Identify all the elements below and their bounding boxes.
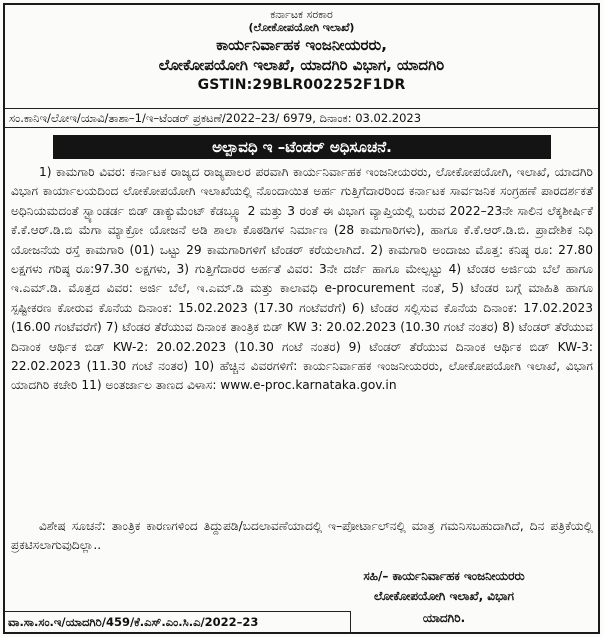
signature-line-1: ಸಹಿ/– ಕಾರ್ಯನಿರ್ವಾಹಕ ಇಂಜನೀಯರರು	[363, 569, 525, 583]
notice-frame	[3, 3, 600, 634]
signature-line-2: ಲೋಕೋಪಯೋಗಿ ಇಲಾಖೆ, ವಿಭಾಗ	[374, 589, 514, 603]
office-division: ಲೋಕೋಪಯೋಗಿ ಇಲಾಖೆ, ಯಾದಗಿರಿ ವಿಭಾಗ, ಯಾದಗಿರಿ	[158, 56, 445, 74]
office-title: ಕಾರ್ಯನಿರ್ವಾಹಕ ಇಂಜನೀಯರರು,	[216, 36, 387, 54]
notice-header	[5, 5, 598, 94]
notice-body-text: 1) ಕಾಮಗಾರಿ ವಿವರ: ಕರ್ನಾಟಕ ರಾಜ್ಯದ ರಾಜ್ಯಪಾಲರ ಪರವಾಗಿ ಕಾರ್ಯನಿರ್ವಾಹಕ ಇಂಜನೀಯರರು, ಲೋಕೋಪಯೋಗಿ, ಇಲಾಖೆ, ಯಾದಗಿರಿ ವಿಭಾಗ ಕಾರ್ಯಾಲಯದಿಂದ ಲೋಕೋಪಯೋಗಿ ಇಲಾಖೆಯಲ್ಲಿ ನೊಂದಾಯಿತ ಅರ್ಹ ಗುತ್ತಿಗೆದಾರರಿಂದ ಕರ್ನಾಟಕ ಸಾರ್ವಜನಿಕ ಸಂಗ್ರಹಣೆ ಪಾರದರ್ಶಕತೆ ಅಧಿನಿಯಮದಂತೆ ಸ್ಟ್ಯಾಂಡರ್ಡ ಬಿಡ್ ಡಾಕ್ಯುಮೆಂಟ್ ಕೆಡಬ್ಲ್ಯೂ 2 ಮತ್ತು 3 ರಂತೆ ಈ ವಿಭಾಗ ವ್ಯಾಪ್ತಿಯಲ್ಲಿ ಬರುವ 2022–23ನೇ ಸಾಲಿನ ಲೆಕ್ಕಶೀರ್ಷಿಕೆ ಕೆ.ಕೆ.ಆರ್.ಡಿ.ಬಿ ಮೆಗಾ ಮ್ಯಾಕ್ರೋ ಯೋಜನೆ ಅಡಿ ಶಾಲಾ ಕೊಠಡಿಗಳ ನಿರ್ಮಾಣ (28 ಕಾಮಗಾರಿಗಳು), ಹಾಗೂ ಕೆ.ಕೆ.ಆರ್.ಡಿ.ಬಿ. ಪ್ರಾದೇಶಿಕ ನಿಧಿ ಯೋಜನೆಯ ರಸ್ತೆ ಕಾಮಗಾರಿ (01) ಒಟ್ಟು 29 ಕಾಮಗಾರಿಗಳಿಗೆ ಟೆಂಡರ್ ಕರೆಯಲಾಗಿದೆ. 2) ಕಾಮಗಾರಿ ಅಂದಾಜು ಮೊತ್ತ: ಕನಿಷ್ಠ ರೂ: 27.80 ಲಕ್ಷಗಳು ಗರಿಷ್ಠ ರೂ:97.30 ಲಕ್ಷಗಳು, 3) ಗುತ್ತಿಗೆದಾರರ ಅರ್ಹತೆ ವಿವರ: 3ನೇ ದರ್ಜೆ ಹಾಗೂ ಮೇಲ್ಪಟ್ಟು 4) ಟೆಂಡರ ಅರ್ಜಿಯ ಬೆಲೆ ಹಾಗೂ ಇ.ಎಮ್.ಡಿ. ಮೊತ್ತದ ವಿವರ: ಅರ್ಜಿ ಬೆಲೆ, ಇ.ಎಮ್.ಡಿ ಮತ್ತು ಕಾಲಾವಧಿ e-procurement ನಂತೆ, 5) ಟೆಂಡರ ಬಗ್ಗೆ ಮಾಹಿತಿ ಹಾಗೂ ಸ್ಪಷ್ಟೀಕರಣ ಕೋರುವ ಕೊನೆಯ ದಿನಾಂಕ: 15.02.2023 (17.30 ಗಂಟೆವರೆಗೆ) 6) ಟೆಂಡರ ಸಲ್ಲಿಸುವ ಕೊನೆಯ ದಿನಾಂಕ: 17.02.2023 (16.00 ಗಂಟೆವರೆಗೆ) 7) ಟೆಂಡರ ತೆರೆಯುವ ದಿನಾಂಕ ತಾಂತ್ರಿಕ ಬಿಡ್ KW 3: 20.02.2023 (10.30 ಗಂಟೆ ನಂತರ) 8) ಟೆಂಡರ್ ತೆರೆಯುವ ದಿನಾಂಕ ಆರ್ಥಿಕ ಬಿಡ್ KW-2: 20.02.2023 (10.30 ಗಂಟೆ ನಂತರ) 9) ಟೆಂಡರ್ ತೆರೆಯುವ ದಿನಾಂಕ ಆರ್ಥಿಕ ಬಿಡ್ KW-3: 22.02.2023 (11.30 ಗಂಟೆ ನಂತರ) 10) ಹೆಚ್ಚಿನ ವಿವರಗಳಿಗೆ: ಕಾರ್ಯನಿರ್ವಾಹಕ ಇಂಜನೀಯರರು, ಲೋಕೋಪಯೋಗಿ ಇಲಾಖೆ, ವಿಭಾಗ ಯಾದಗಿರಿ ಕಚೇರಿ 11) ಅಂತರ್ಜಾಲ ತಾಣದ ವಿಳಾಸ: www.e-proc.karnataka.gov.in	[11, 165, 593, 393]
footer-release-code: ವಾ.ಸಾ.ಸಂ.ಇ/ಯಾದಗಿರಿ/459/ಕೆ.ಎಸ್.ಎಂ.ಸಿ.ಎ/2022–23	[5, 611, 351, 634]
special-note: ವಿಶೇಷ ಸೂಚನೆ: ತಾಂತ್ರಿಕ ಕಾರಣಗಳಿಂದ ತಿದ್ದುಪಡಿ/ಬದಲಾವಣೆಯಾದಲ್ಲಿ ಇ–ಪೋರ್ಟಾಲ್‌ನಲ್ಲಿ ಮಾತ್ರ ಗಮನಿಸಬಹುದಾಗಿದೆ, ದಿನ ಪತ್ರಿಕೆಯಲ್ಲಿ ಪ್ರಕಟಿಸಲಾಗುವುದಿಲ್ಲಾ..	[11, 519, 593, 553]
notice-title: ಅಲ್ಪಾವಧಿ ಇ –ಟೆಂಡರ್ ಅಧಿಸೂಚನೆ.	[53, 135, 551, 159]
signature-line-3: ಯಾದಗಿರಿ.	[422, 611, 466, 625]
reference-line: ಸಂ.ಕಾನಿಇ/ಲೋಇ/ಯಾವಿ/ತಾಶಾ–1/ಇ–ಟೆಂಡರ್ ಪ್ರಕಟಣೆ/2022–23/ 6979, ದಿನಾಂಕ: 03.02.2023	[5, 108, 598, 128]
government-name: ಕರ್ನಾಟಕ ಸರಕಾರ	[270, 8, 333, 21]
department-name: (ಲೋಕೋಪಯೋಗಿ ಇಲಾಖೆ)	[248, 21, 355, 34]
gstin-number: GSTIN:29BLR002252F1DR	[197, 77, 406, 93]
